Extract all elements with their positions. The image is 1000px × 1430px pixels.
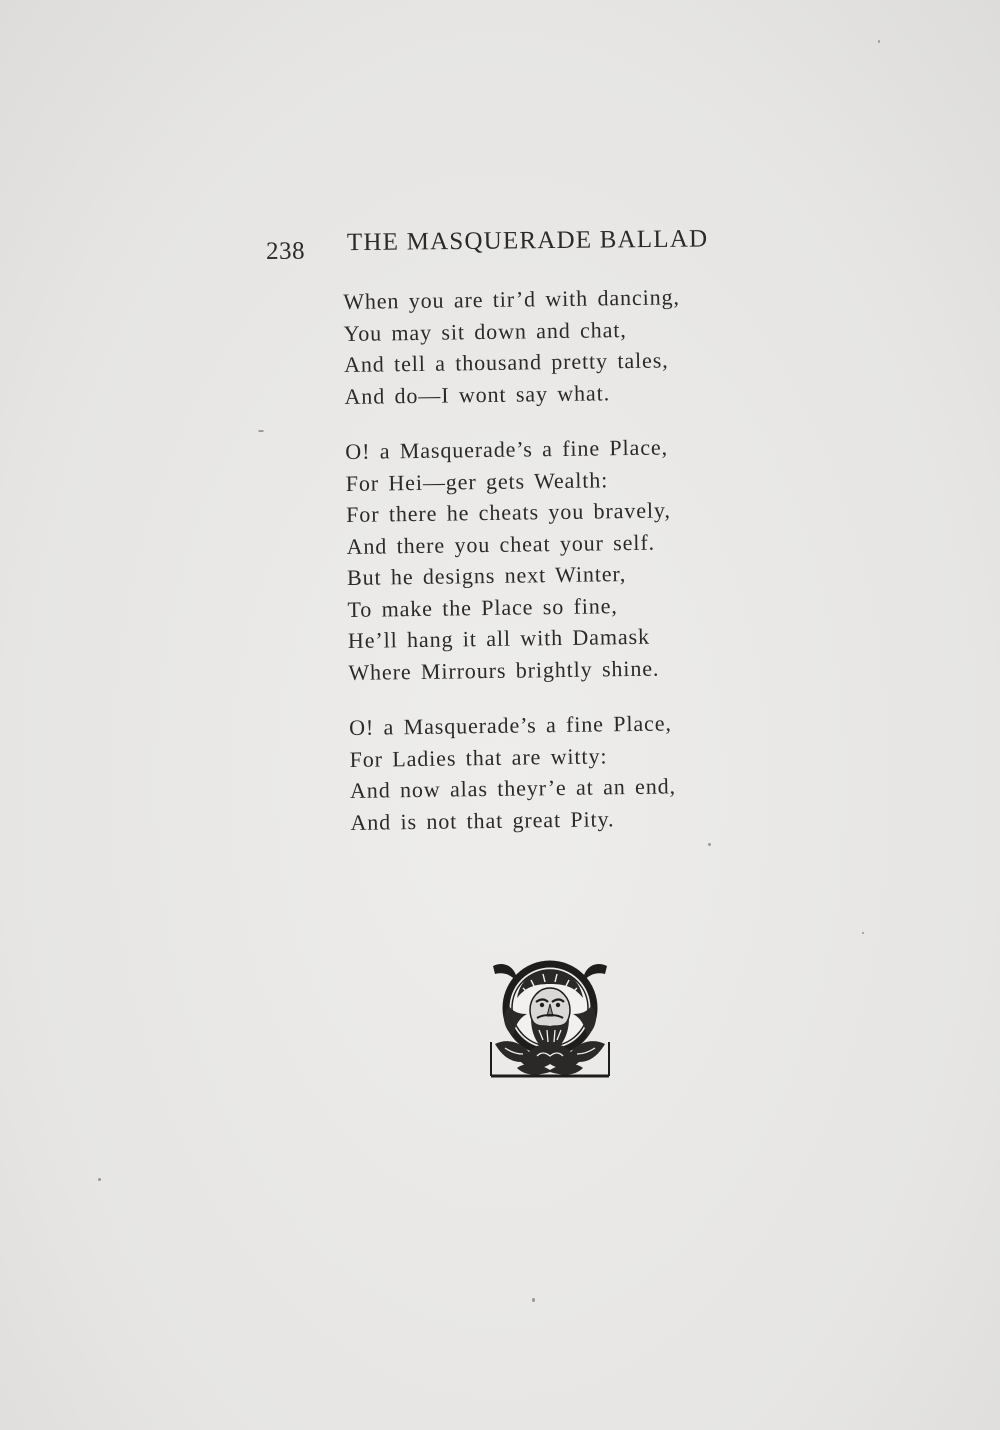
paper-speck	[98, 1178, 101, 1181]
paper-speck	[708, 843, 711, 846]
poem-line: He’ll hang it all with Damask	[347, 623, 651, 653]
poem-line: To make the Place so fine,	[347, 592, 618, 622]
running-title: THE MASQUERADE BALLAD	[346, 225, 709, 257]
poem-text	[343, 280, 751, 862]
stanza-2	[345, 430, 748, 688]
poem-line: And is not that great Pity.	[350, 805, 615, 835]
poem-line: And there you cheat your self.	[346, 529, 656, 559]
poem-line: And tell a thousand pretty tales,	[343, 347, 669, 377]
paper-speck	[532, 1298, 535, 1302]
poem-line: O! a Masquerade’s a fine Place,	[348, 710, 672, 740]
poem-line: When you are tir’d with dancing,	[343, 284, 680, 314]
paper-speck	[878, 40, 880, 43]
stanza-3	[349, 706, 751, 838]
paper-speck	[862, 932, 864, 934]
poem-line: For there he cheats you bravely,	[346, 497, 671, 527]
poem-line: O! a Masquerade’s a fine Place,	[345, 434, 669, 464]
poem-line: And now alas theyr’e at an end,	[349, 773, 677, 803]
poem-line: For Hei—ger gets Wealth:	[345, 466, 609, 496]
paper-speck	[258, 430, 264, 432]
page-number: 238	[265, 237, 306, 265]
stanza-1	[343, 280, 745, 412]
poem-line: For Ladies that are witty:	[349, 742, 608, 772]
poem-line: But he designs next Winter,	[346, 561, 627, 590]
poem-line: And do—I wont say what.	[344, 379, 611, 409]
poem-line: Where Mirrours brightly shine.	[348, 655, 660, 685]
green-man-face-ornament-icon	[487, 958, 613, 1078]
poem-line: You may sit down and chat,	[343, 316, 627, 346]
page-header	[266, 221, 726, 266]
